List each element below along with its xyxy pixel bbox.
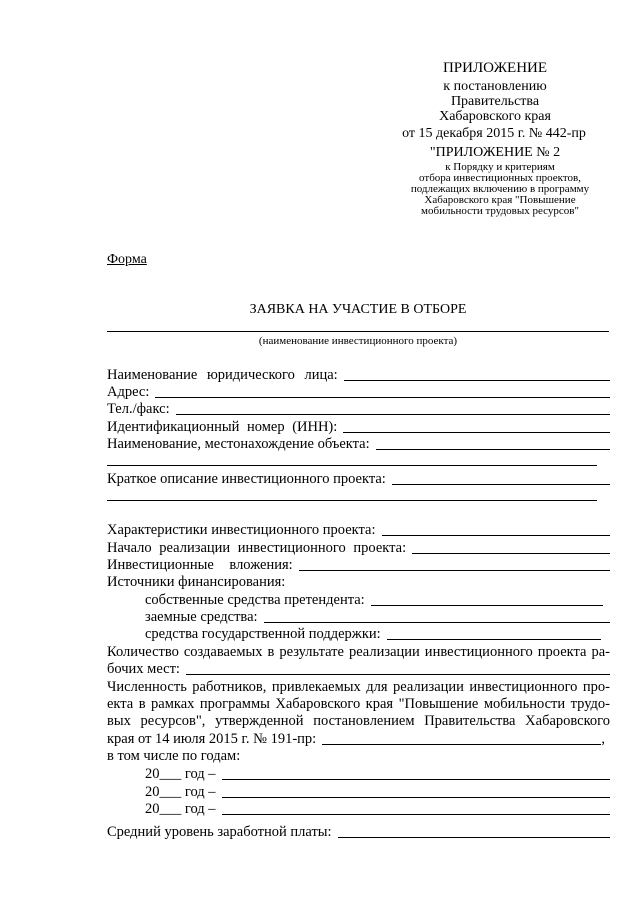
project-name-line[interactable] <box>107 331 609 332</box>
appendix-line-2: Правительства <box>450 94 540 109</box>
workers-row <box>107 732 605 747</box>
characteristics-row <box>107 523 610 538</box>
by-years-label: в том числе по годам: <box>107 748 241 764</box>
appendix-2-line-5: мобильности трудовых ресурсов" <box>421 205 579 217</box>
avg-salary-field[interactable] <box>338 837 610 838</box>
workers-comma: , <box>601 731 605 747</box>
phone-fax-label: Тел./факс: <box>107 401 170 417</box>
year-row-1 <box>145 767 610 782</box>
investments-field[interactable] <box>299 570 610 571</box>
appendix-2-title: "ПРИЛОЖЕНИЕ № 2 <box>429 145 561 160</box>
appendix-2-line-2: отбора инвестиционных проектов, <box>419 172 581 184</box>
inn-row <box>107 420 610 435</box>
avg-salary-label: Средний уровень заработной платы: <box>107 824 332 840</box>
appendix-line-1: к постановлению <box>443 79 547 94</box>
inn-field[interactable] <box>343 432 610 433</box>
object-location-field[interactable] <box>376 449 610 450</box>
start-field[interactable] <box>412 553 610 554</box>
year-field-3[interactable] <box>222 814 610 815</box>
start-row <box>107 541 610 556</box>
avg-salary-row <box>107 825 610 840</box>
workers-label-line-4: края от 14 июля 2015 г. № 191-пр: <box>107 731 317 747</box>
object-location-continuation-line[interactable] <box>107 465 597 466</box>
workers-label-line-1: Численность работников, привлекаемых для реализации инвестиционного про- <box>107 679 610 695</box>
appendix-2-line-3: подлежащих включению в программу <box>410 183 590 195</box>
address-field[interactable] <box>155 397 610 398</box>
year-field-2[interactable] <box>222 797 610 798</box>
jobs-row <box>107 662 610 677</box>
short-description-continuation-line[interactable] <box>107 500 597 501</box>
year-label-2: 20___ год – <box>145 784 216 800</box>
jobs-field[interactable] <box>186 674 610 675</box>
characteristics-label: Характеристики инвестиционного проекта: <box>107 522 376 538</box>
phone-fax-row <box>107 402 610 417</box>
borrowed-label: заемные средства: <box>145 609 258 625</box>
workers-label-line-2: екта в рамках программы Хабаровского края "Повышение мобильности трудо- <box>107 696 610 712</box>
appendix-decree-date: от 15 декабря 2015 г. № 442-пр <box>402 126 586 141</box>
project-name-hint: (наименование инвестиционного проекта) <box>258 335 458 347</box>
form-label: Форма <box>107 252 147 267</box>
short-description-field[interactable] <box>392 484 610 485</box>
workers-field[interactable] <box>322 744 601 745</box>
address-row <box>107 385 610 400</box>
object-location-label: Наименование, местонахождение объекта: <box>107 436 370 452</box>
investments-label: Инвестиционные вложения: <box>107 557 293 573</box>
appendix-2-line-1: к Порядку и критериям <box>445 161 555 173</box>
object-location-row <box>107 437 610 452</box>
inn-label: Идентификационный номер (ИНН): <box>107 419 338 435</box>
own-funds-field[interactable] <box>371 605 603 606</box>
year-label-1: 20___ год – <box>145 766 216 782</box>
form-title: ЗАЯВКА НА УЧАСТИЕ В ОТБОРЕ <box>249 302 467 317</box>
jobs-label-line-2: бочих мест: <box>107 661 180 677</box>
borrowed-field[interactable] <box>264 622 610 623</box>
short-description-row <box>107 472 610 487</box>
workers-label-line-3: вых ресурсов", утвержденной постановлением Правительства Хабаровского <box>107 713 610 729</box>
short-description-label: Краткое описание инвестиционного проекта: <box>107 471 386 487</box>
characteristics-field[interactable] <box>382 535 610 536</box>
legal-name-field[interactable] <box>344 380 610 381</box>
state-support-row <box>145 627 601 642</box>
legal-name-label: Наименование юридического лица: <box>107 367 338 383</box>
start-label: Начало реализации инвестиционного проекта: <box>107 540 407 556</box>
year-row-3 <box>145 802 610 817</box>
appendix-2-line-4: Хабаровского края "Повышение <box>424 194 576 206</box>
phone-fax-field[interactable] <box>176 414 610 415</box>
appendix-line-3: Хабаровского края <box>439 109 551 124</box>
state-support-label: средства государственной поддержки: <box>145 626 381 642</box>
own-funds-label: собственные средства претендента: <box>145 592 365 608</box>
state-support-field[interactable] <box>387 639 601 640</box>
year-field-1[interactable] <box>222 779 610 780</box>
year-label-3: 20___ год – <box>145 801 216 817</box>
appendix-title: ПРИЛОЖЕНИЕ <box>442 60 548 76</box>
legal-name-row <box>107 368 610 383</box>
address-label: Адрес: <box>107 384 150 400</box>
investments-row <box>107 558 610 573</box>
borrowed-row <box>145 610 610 625</box>
year-row-2 <box>145 785 610 800</box>
sources-label: Источники финансирования: <box>107 574 286 590</box>
jobs-label-line-1: Количество создаваемых в результате реализации инвестиционного проекта ра- <box>107 644 610 660</box>
own-funds-row <box>145 593 603 608</box>
